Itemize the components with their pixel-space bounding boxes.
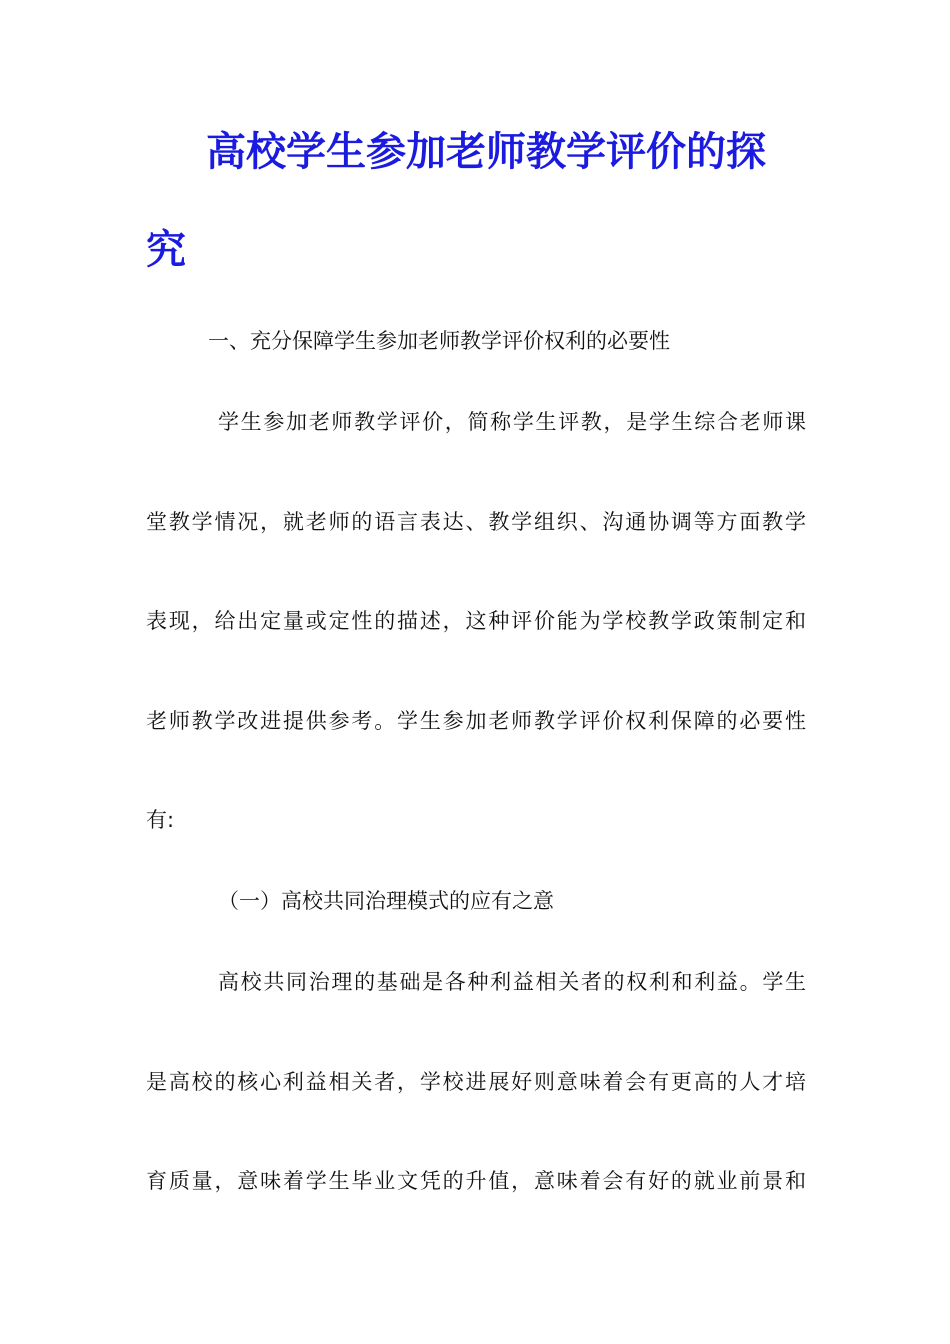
paragraph-2-line-2: 是高校的核心利益相关者，学校进展好则意味着会有更高的人才培 [146, 1070, 806, 1094]
document-title-line-1: 高校学生参加老师教学评价的探 [206, 128, 766, 175]
document-title-line-2: 究 [146, 226, 186, 273]
section-heading: 一、充分保障学生参加老师教学评价权利的必要性 [208, 329, 670, 353]
paragraph-1-line-4: 老师教学改进提供参考。学生参加老师教学评价权利保障的必要性 [146, 709, 806, 733]
paragraph-1-line-5: 有: [146, 808, 175, 832]
paragraph-2-line-3: 育质量，意味着学生毕业文凭的升值，意味着会有好的就业前景和 [146, 1169, 806, 1193]
paragraph-2-line-1: 高校共同治理的基础是各种利益相关者的权利和利益。学生 [218, 970, 806, 994]
paragraph-1-line-1: 学生参加老师教学评价，简称学生评教，是学生综合老师课 [218, 410, 806, 434]
paragraph-1-line-2: 堂教学情况，就老师的语言表达、教学组织、沟通协调等方面教学 [146, 510, 806, 534]
paragraph-1-line-3: 表现，给出定量或定性的描述，这种评价能为学校教学政策制定和 [146, 609, 806, 633]
subsection-heading: （一）高校共同治理模式的应有之意 [218, 889, 554, 913]
